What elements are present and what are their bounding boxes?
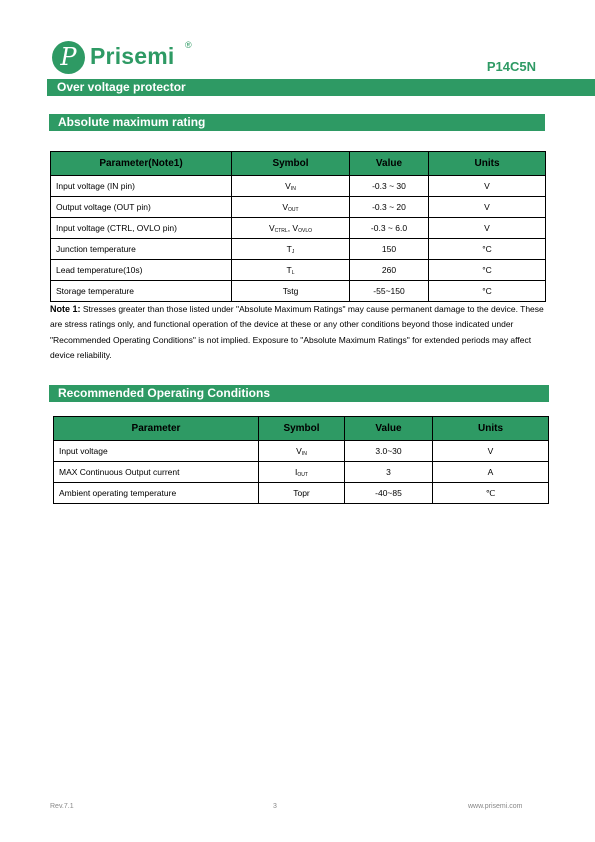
symbol-subscript: CTRL <box>274 227 288 234</box>
parameter-cell: Ambient operating temperature <box>54 483 259 504</box>
parameter-cell: Input voltage <box>54 441 259 462</box>
symbol-cell <box>232 260 350 281</box>
parameter-cell: Junction temperature <box>51 239 232 260</box>
part-number: P14C5N <box>486 59 536 74</box>
column-header: Value <box>350 152 429 176</box>
symbol-cell <box>259 462 345 483</box>
table-row <box>54 483 549 504</box>
header-bar <box>47 79 595 96</box>
value-cell: 3 <box>345 462 433 483</box>
unit-cell: A <box>433 462 549 483</box>
column-header: Value <box>345 417 433 441</box>
symbol-text: , V <box>287 222 299 233</box>
symbol-cell <box>232 239 350 260</box>
table-row <box>51 239 546 260</box>
footer-page-number: 3 <box>273 803 277 810</box>
value-cell: -0.3 ~ 30 <box>350 176 429 197</box>
table-row <box>51 197 546 218</box>
logo-wordmark: Prisemi <box>90 43 175 69</box>
value-cell: -0.3 ~ 6.0 <box>350 218 429 239</box>
symbol-subscript: OUT <box>297 471 308 478</box>
symbol-cell <box>232 218 350 239</box>
symbol-text: V <box>282 201 289 212</box>
value-cell: 3.0~30 <box>345 441 433 462</box>
symbol-cell <box>232 281 350 302</box>
symbol-subscript: J <box>291 248 295 255</box>
column-header: Symbol <box>232 152 350 176</box>
unit-cell: °C <box>429 260 546 281</box>
registered-mark: ® <box>185 40 192 50</box>
symbol-subscript: IN <box>290 185 296 192</box>
column-header: Parameter(Note1) <box>51 152 232 176</box>
column-header: Parameter <box>54 417 259 441</box>
symbol-text: V <box>285 180 291 191</box>
table-header-row <box>54 417 549 441</box>
abs-max-table <box>50 151 546 302</box>
symbol-subscript: IN <box>301 450 307 457</box>
symbol-cell <box>259 441 345 462</box>
symbol-cell <box>259 483 345 504</box>
value-cell: -40~85 <box>345 483 433 504</box>
table-header-row <box>51 152 546 176</box>
symbol-text: Tstg <box>282 286 299 296</box>
table-row <box>54 462 549 483</box>
rec-op-table <box>53 416 549 504</box>
document-subtitle: Over voltage protector <box>57 80 186 94</box>
symbol-cell <box>232 197 350 218</box>
parameter-cell: Input voltage (CTRL, OVLO pin) <box>51 218 232 239</box>
parameter-cell: Storage temperature <box>51 281 232 302</box>
unit-cell: ℃ <box>433 483 549 504</box>
unit-cell: °C <box>429 239 546 260</box>
value-cell: -55~150 <box>350 281 429 302</box>
parameter-cell: Lead temperature(10s) <box>51 260 232 281</box>
value-cell: 150 <box>350 239 429 260</box>
symbol-text: T <box>286 264 292 275</box>
table-row <box>51 260 546 281</box>
symbol-cell <box>232 176 350 197</box>
table-row <box>51 176 546 197</box>
symbol-text: T <box>286 243 292 254</box>
column-header: Units <box>433 417 549 441</box>
table-row <box>54 441 549 462</box>
symbol-text: I <box>295 466 298 477</box>
parameter-cell: Output voltage (OUT pin) <box>51 197 232 218</box>
unit-cell: V <box>433 441 549 462</box>
table-row <box>51 281 546 302</box>
column-header: Symbol <box>259 417 345 441</box>
symbol-subscript: OVLO <box>298 227 313 234</box>
value-cell: 260 <box>350 260 429 281</box>
footer-revision: Rev.7.1 <box>50 803 74 810</box>
value-cell: -0.3 ~ 20 <box>350 197 429 218</box>
symbol-text: V <box>296 445 302 456</box>
unit-cell: °C <box>429 281 546 302</box>
symbol-subscript: OUT <box>288 206 299 213</box>
table-row <box>51 218 546 239</box>
logo-mark: P <box>52 41 85 74</box>
symbol-text: V <box>268 222 275 233</box>
symbol-subscript: L <box>291 269 295 276</box>
symbol-text: Topr <box>293 488 310 498</box>
unit-cell: V <box>429 176 546 197</box>
note-text: Stresses greater than those listed under "Absolute Maximum Ratings" may cause permanent damage to the device. These are stress ratings only, and functional operation of the device at these or any other conditions beyond those indicated under "Recommended Operating Conditions" is not implied. Exposure to "Absolute Maximum Ratings" for extended periods may affect device reliability. <box>50 304 544 360</box>
unit-cell: V <box>429 218 546 239</box>
unit-cell: V <box>429 197 546 218</box>
section-title-rec-op: Recommended Operating Conditions <box>49 385 549 402</box>
parameter-cell: Input voltage (IN pin) <box>51 176 232 197</box>
note-1 <box>50 302 550 363</box>
footer-url[interactable]: www.prisemi.com <box>468 803 523 810</box>
note-label: Note 1: <box>50 304 81 314</box>
section-title-abs-max: Absolute maximum rating <box>49 114 545 131</box>
parameter-cell: MAX Continuous Output current <box>54 462 259 483</box>
column-header: Units <box>429 152 546 176</box>
